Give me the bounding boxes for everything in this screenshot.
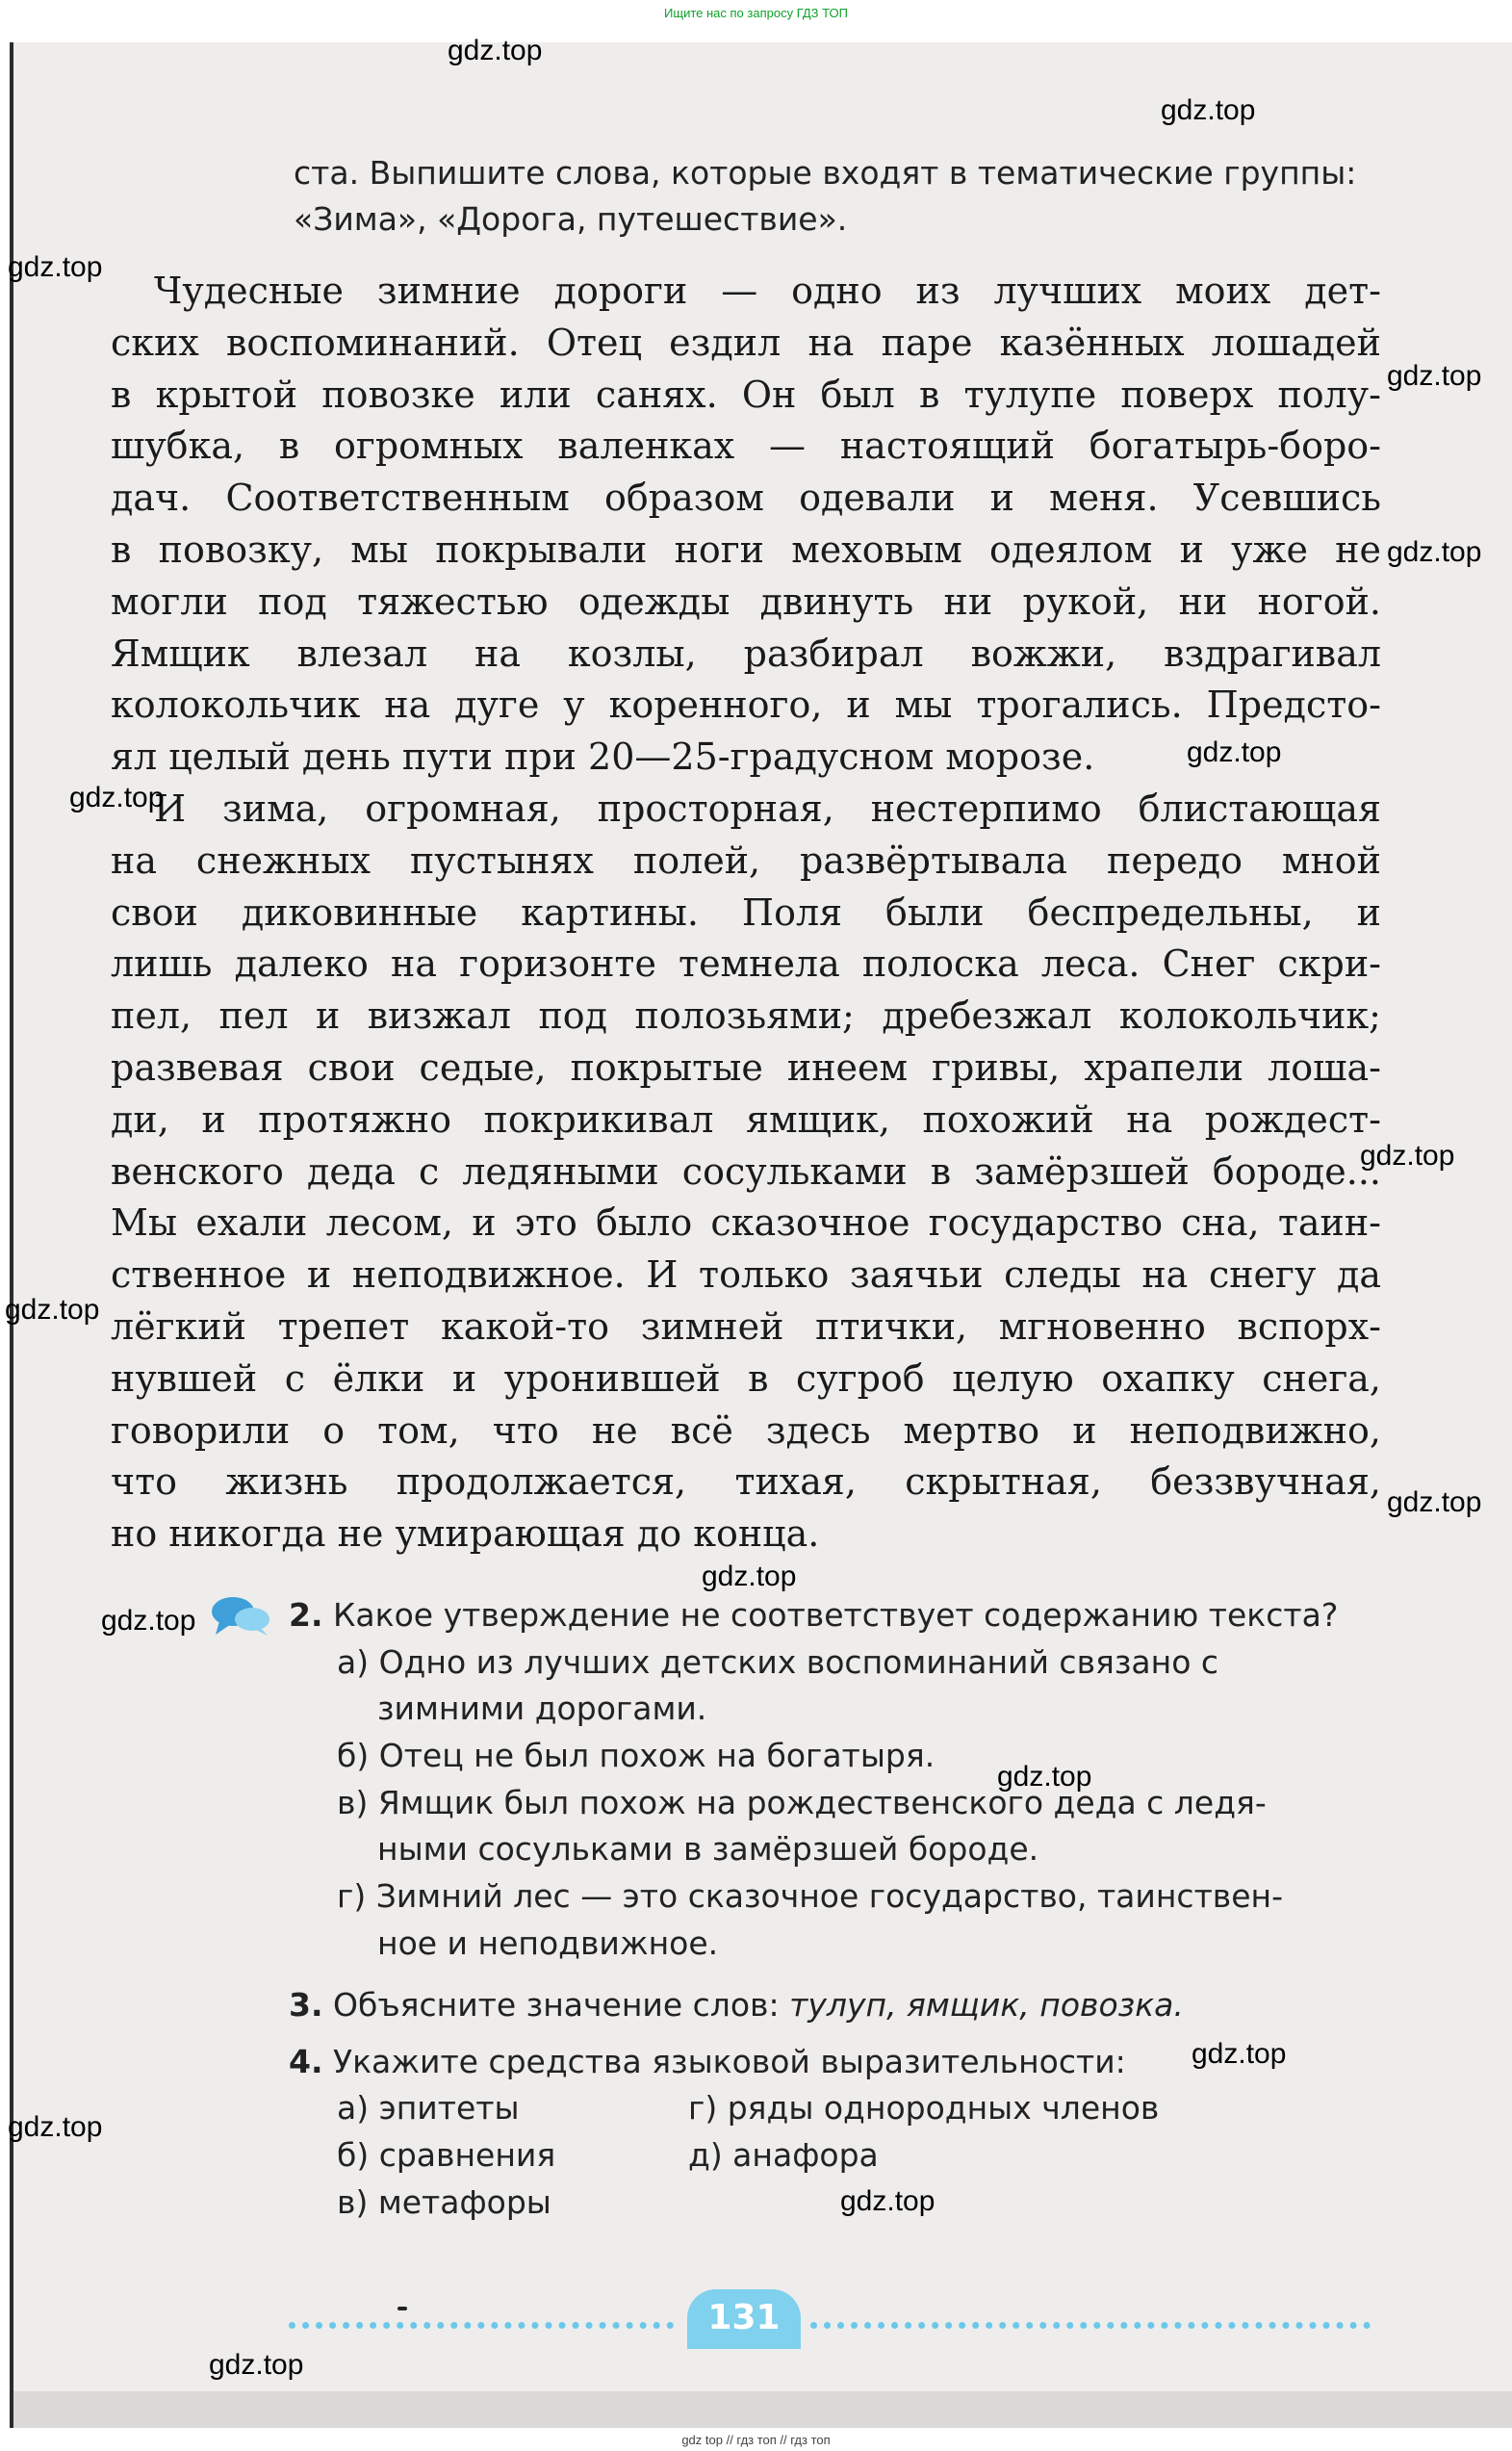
text-line: лёгкий трепет какой-то зимней птички, мгновенно вспорх- [111, 1304, 1381, 1348]
question-2 [289, 1596, 1338, 1634]
answer-option-b: б) Отец не был похож на богатыря. [337, 1737, 935, 1774]
text-line: И зима, огромная, просторная, нестерпимо блистающая [154, 787, 1381, 830]
watermark: gdz.top [5, 1294, 100, 1326]
watermark: gdz.top [1360, 1140, 1455, 1172]
footer-note: gdz top // гдз топ // гдз топ [681, 2433, 831, 2447]
ink-mark [397, 2307, 407, 2310]
watermark: gdz.top [8, 251, 103, 283]
footer-dots-left [289, 2322, 674, 2329]
footer-dots-right [810, 2322, 1371, 2329]
text-line: но никогда не умирающая до конца. [111, 1512, 820, 1556]
text-line: Чудесные зимние дороги — одно из лучших моих дет- [154, 270, 1381, 312]
device-option-v: в) метафоры [337, 2183, 551, 2221]
text-line: в крытой повозке или санях. Он был в тулупе поверх полу- [111, 373, 1381, 416]
watermark: gdz.top [1387, 536, 1482, 568]
watermark: gdz.top [1387, 1486, 1482, 1518]
text-line: пел, пел и визжал под полозьями; дребезжал колокольчик; [111, 994, 1381, 1038]
text-line: ял целый день пути при 20—25-градусном морозе. [111, 735, 1095, 779]
text-line: ди, и протяжно покрикивал ямщик, похожий на рождест- [111, 1097, 1381, 1141]
instruction-line: ста. Выпишите слова, которые входят в тематические группы: [294, 154, 1357, 192]
question-text: Какое утверждение не соответствует содержанию текста? [333, 1596, 1339, 1634]
text-line: венского деда с ледяными сосульками в замёрзшей бороде... [111, 1149, 1381, 1193]
instruction-line: «Зима», «Дорога, путешествие». [294, 200, 848, 238]
watermark: gdz.top [1187, 736, 1282, 768]
device-option-d: д) анафора [688, 2136, 879, 2174]
question-number: 3. [289, 1986, 323, 2024]
watermark: gdz.top [101, 1605, 196, 1637]
text-line: Мы ехали лесом, и это было сказочное государство сна, таин- [111, 1201, 1381, 1245]
text-line: ских воспоминаний. Отец ездил на паре казённых лошадей [111, 321, 1381, 364]
watermark: gdz.top [1192, 2038, 1287, 2070]
answer-option-v: в) Ямщик был похож на рождественского деда с ледя- [337, 1784, 1267, 1821]
text-line: развевая свои седые, покрытые инеем гривы, храпели лоша- [111, 1045, 1381, 1089]
text-line: на снежных пустынях полей, развёртывала передо мной [111, 838, 1381, 882]
question-text: Укажите средства языковой выразительности: [333, 2043, 1126, 2080]
watermark: gdz.top [448, 35, 543, 66]
question-4 [289, 2043, 1126, 2080]
text-line: ственное и неподвижное. И только заячьи следы на снегу да [111, 1253, 1381, 1297]
instruction-text [294, 150, 1381, 243]
answer-option-v-cont: ными сосульками в замёрзшей бороде. [377, 1830, 1039, 1868]
question-3 [289, 1986, 1184, 2024]
text-line: шубка, в огромных валенках — настоящий богатырь-боро- [111, 425, 1381, 468]
device-option-g: г) ряды однородных членов [688, 2089, 1160, 2127]
text-line: говорили о том, что не всё здесь мертво и неподвижно, [111, 1408, 1381, 1452]
chat-bubbles-icon [210, 1594, 271, 1637]
watermark: gdz.top [209, 2349, 304, 2381]
page-edge [13, 2391, 1512, 2428]
question-words: тулуп, ямщик, повозка. [789, 1986, 1184, 2024]
text-line: свои диковинные картины. Поля были беспредельны, и [111, 890, 1381, 934]
text-line: дач. Соответственным образом одевали и меня. Усевшись [111, 477, 1381, 520]
watermark: gdz.top [840, 2185, 935, 2217]
text-line: Ямщик влезал на козлы, разбирал вожжи, вздрагивал [111, 632, 1381, 675]
text-line: что жизнь продолжается, тихая, скрытная, беззвучная, [111, 1460, 1381, 1504]
answer-option-a: а) Одно из лучших детских воспоминаний связано с [337, 1643, 1219, 1681]
text-line: в повозку, мы покрывали ноги меховым одеялом и уже не [111, 528, 1381, 571]
text-line: лишь далеко на горизонте темнела полоска леса. Снег скри- [111, 942, 1381, 986]
watermark: gdz.top [69, 782, 165, 813]
watermark: gdz.top [1161, 94, 1256, 126]
text-line: колокольчик на дуге у коренного, и мы трогались. Предсто- [111, 684, 1381, 727]
text-line: могли под тяжестью одежды двинуть ни рукой, ни ногой. [111, 580, 1381, 623]
watermark: gdz.top [1387, 360, 1482, 392]
header-note: Ищите нас по запросу ГДЗ ТОП [664, 6, 848, 20]
watermark: gdz.top [8, 2111, 103, 2143]
watermark: gdz.top [702, 1561, 797, 1592]
text-line: нувшей с ёлки и уронившей в сугроб целую охапку снега, [111, 1356, 1381, 1400]
question-number: 4. [289, 2043, 323, 2080]
answer-option-g: г) Зимний лес — это сказочное государство, таинствен- [337, 1877, 1284, 1915]
watermark: gdz.top [997, 1761, 1092, 1793]
question-number: 2. [289, 1596, 323, 1634]
question-text: Объясните значение слов: [333, 1986, 790, 2024]
main-text [111, 266, 1381, 1561]
answer-option-g-cont: ное и неподвижное. [377, 1924, 719, 1962]
page-number: 131 [687, 2289, 801, 2349]
device-option-a: а) эпитеты [337, 2089, 520, 2127]
device-option-b: б) сравнения [337, 2136, 556, 2174]
answer-option-a-cont: зимними дорогами. [377, 1690, 707, 1727]
